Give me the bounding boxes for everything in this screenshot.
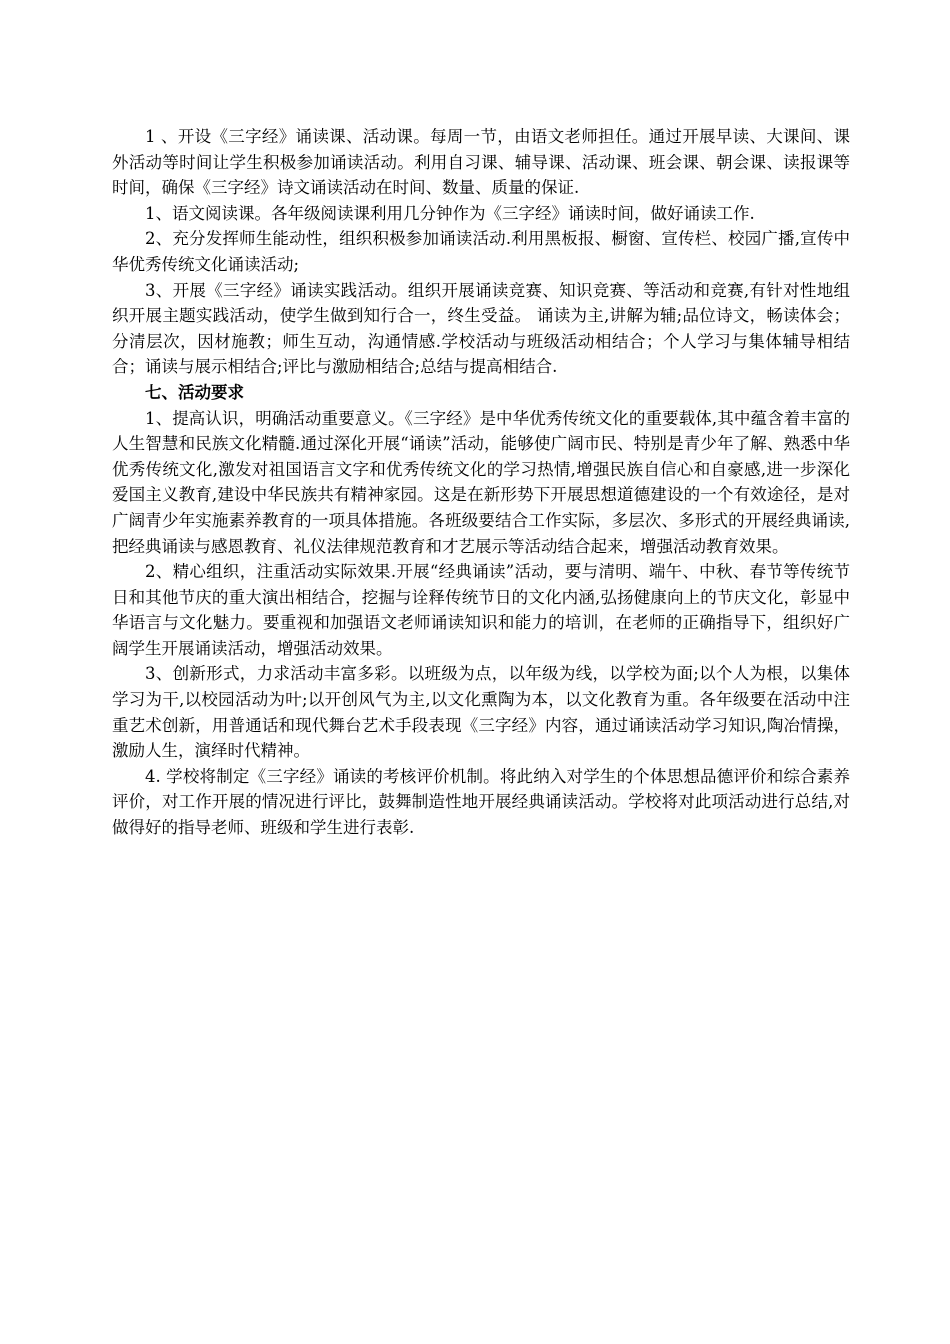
- paragraph-reading-class: 1、语文阅读课。各年级阅读课利用几分钟作为《三字经》诵读时间，做好诵读工作.: [145, 203, 755, 223]
- paragraph-requirement-3: 3、创新形式，力求活动丰富多彩。以班级为点，以年级为线，以学校为面;以个人为根，以集体学习为干,以校园活动为叶;以开创风气为主,以文化熏陶为本，以文化教育为重。各年级要在活动中注重艺术创新，用普通话和现代舞台艺术手段表现《三字经》内容，通过诵读活动学习知识,陶冶情操，激励人生，演绎时代精神。: [112, 664, 850, 761]
- paragraph-requirement-2: 2、精心组织，注重活动实际效果.开展“经典诵读”活动，要与清明、端午、中秋、春节等传统节日和其他节庆的重大演出相结合，挖掘与诠释传统节日的文化内涵,弘扬健康向上的节庆文化，彰显中华语言与文化魅力。要重视和加强语文老师诵读知识和能力的培训，在老师的正确指导下，组织好广阔学生开展诵读活动，增强活动效果。: [112, 562, 850, 658]
- paragraph-requirement-4: 4. 学校将制定《三字经》诵读的考核评价机制。将此纳入对学生的个体思想品德评价和综合素养评价，对工作开展的情况进行评比，鼓舞制造性地开展经典诵读活动。学校将对此项活动进行总结,对做得好的指导老师、班级和学生进行表彰.: [112, 766, 850, 838]
- paragraph-initiative: 2、充分发挥师生能动性，组织积极参加诵读活动.利用黑板报、橱窗、宣传栏、校园广播,宣传中华优秀传统文化诵读活动;: [112, 229, 850, 274]
- section-heading: 七、活动要求: [145, 382, 244, 402]
- document-body: [112, 124, 850, 841]
- paragraph-requirement-1: 1、提高认识，明确活动重要意义。《三字经》是中华优秀传统文化的重要载体,其中蕴含着丰富的人生智慧和民族文化精髓.通过深化开展“诵读”活动，能够使广阔市民、特别是青少年了解、熟悉中华优秀传统文化,激发对祖国语言文字和优秀传统文化的学习热情,增强民族自信心和自豪感,进一步深化爱国主义教育,建设中华民族共有精神家园。这是在新形势下开展思想道德建设的一个有效途径，是对广阔青少年实施素养教育的一项具体措施。各班级要结合工作实际，多层次、多形式的开展经典诵读,把经典诵读与感恩教育、礼仪法律规范教育和才艺展示等活动结合起来，增强活动教育效果。: [112, 408, 850, 556]
- paragraph-course-setup: 1 、开设《三字经》诵读课、活动课。每周一节，由语文老师担任。通过开展早读、大课间、课外活动等时间让学生积极参加诵读活动。利用自习课、辅导课、活动课、班会课、朝会课、读报课等时间，确保《三字经》诗文诵读活动在时间、数量、质量的保证.: [112, 127, 850, 198]
- paragraph-practice-activities: 3、开展《三字经》诵读实践活动。组织开展诵读竞赛、知识竞赛、等活动和竞赛,有针对性地组织开展主题实践活动，使学生做到知行合一，终生受益。 诵读为主,讲解为辅;品位诗文，畅读体会；分清层次，因材施教；师生互动，沟通情感.学校活动与班级活动相结合；个人学习与集体辅导相结合；诵读与展示相结合;评比与激励相结合;总结与提高相结合.: [112, 280, 850, 377]
